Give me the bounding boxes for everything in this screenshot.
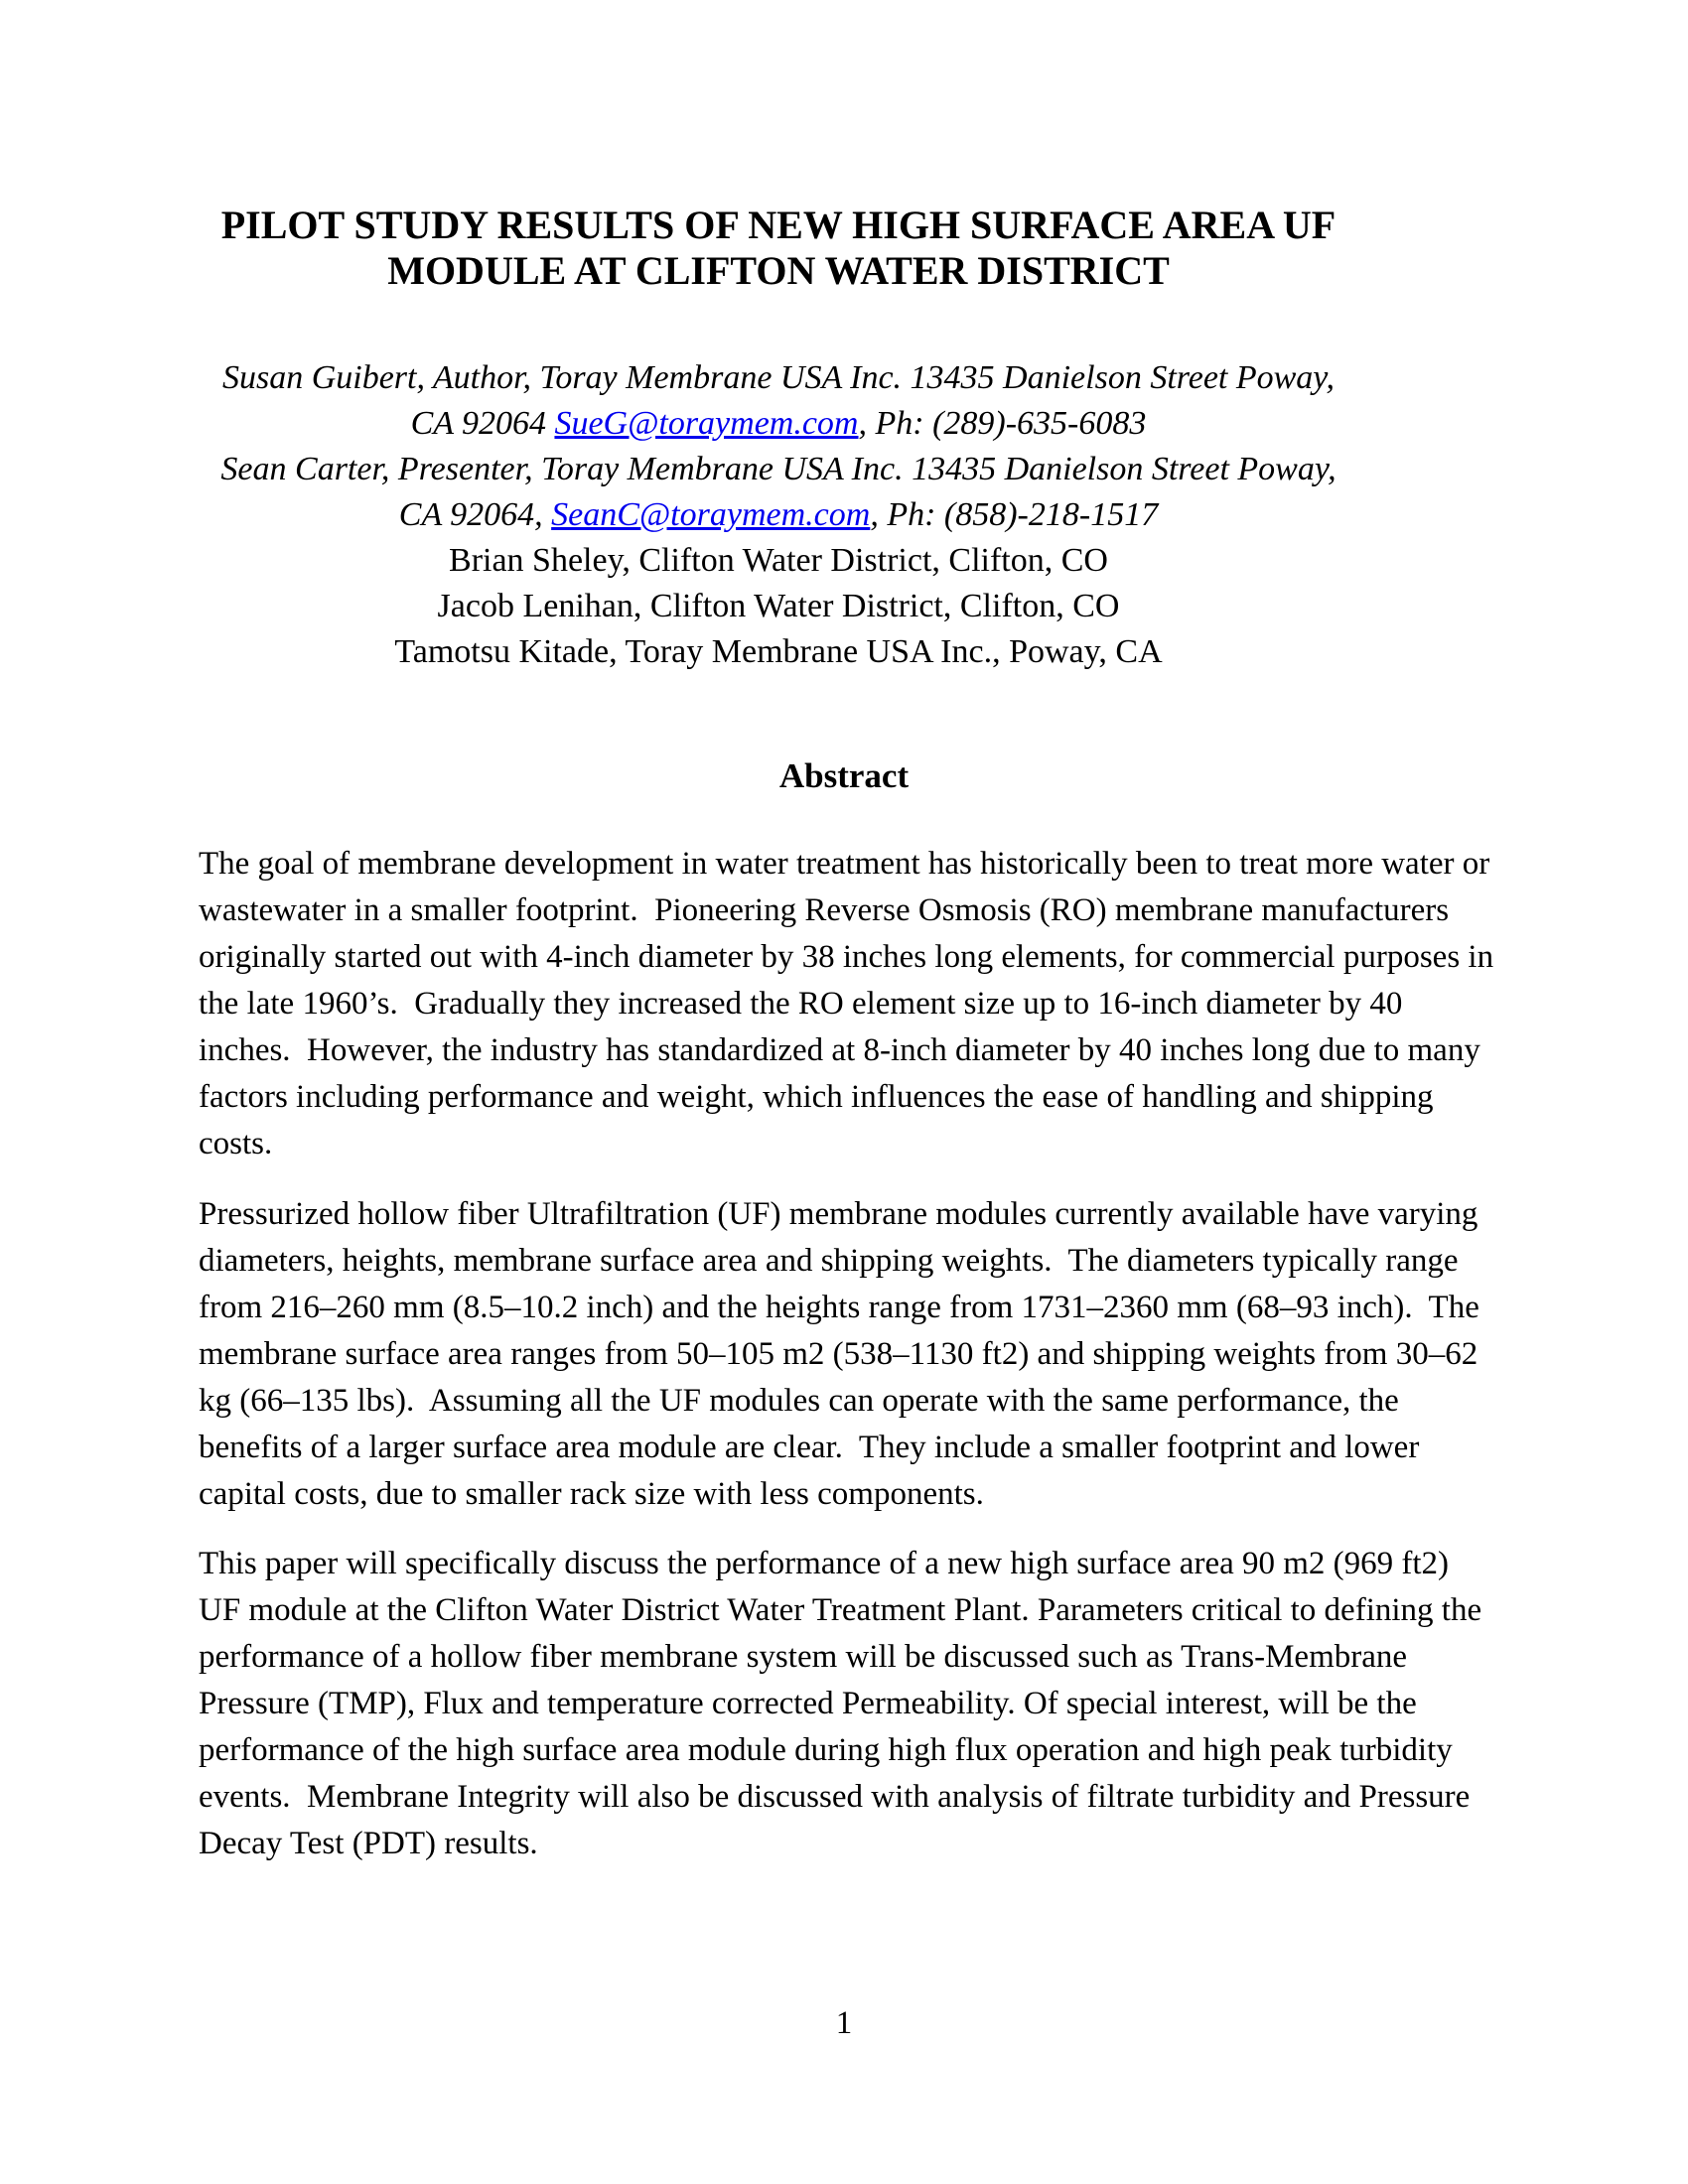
paper-title-line1: PILOT STUDY RESULTS OF NEW HIGH SURFACE AREA UF [220,203,1336,247]
paper-title [199,203,1358,294]
author-entry-tamotsu-kitade: Tamotsu Kitade, Toray Membrane USA Inc., Poway, CA [394,633,1163,670]
paper-title-line2: MODULE AT CLIFTON WATER DISTRICT [387,248,1170,293]
author-entry-brian-sheley: Brian Sheley, Clifton Water District, Clifton, CO [449,542,1108,579]
author-entry-jacob-lenihan: Jacob Lenihan, Clifton Water District, Clifton, CO [437,588,1120,624]
page-content [199,0,1502,2184]
abstract-paragraph-1: The goal of membrane development in water treatment has historically been to treat more water or wastewater in a smaller footprint. Pioneering Reverse Osmosis (RO) membrane manufacturers originally started out with 4-inch diameter by 38 inches long elements, for commercial purposes in the late 1960’s. Gradually they increased the RO element size up to 16-inch diameter by 40 inches. However, the industry has standardized at 8-inch diameter by 40 inches long due to many factors including performance and weight, which influences the ease of handling and shipping costs. [199,846,1502,1161]
abstract-paragraph-3: This paper will specifically discuss the performance of a new high surface area 90 m2 (969 ft2) UF module at the Clifton Water District Water Treatment Plant. Parameters critical to defining the performance of a hollow fiber membrane system will be discussed such as Trans-Membrane Pressure (TMP), Flux and temperature corrected Permeability. Of special interest, will be the performance of the high surface area module during high flux operation and high peak turbidity events. Membrane Integrity will also be discussed with analysis of filtrate turbidity and Pressure Decay Test (PDT) results. [199,1546,1490,1861]
author-block [199,355,1358,675]
author-sean-line2-post: , Ph: (858)-218-1517 [870,496,1159,533]
author-susan-line2-pre: CA 92064 [410,405,555,442]
author-susan-line1: Susan Guibert, Author, Toray Membrane USA Inc. 13435 Danielson Street Poway, [221,359,1336,396]
abstract-heading: Abstract [778,756,910,795]
author-entry-susan-guibert [199,355,1358,447]
page-number: 1 [835,2005,853,2041]
abstract-paragraph-2: Pressurized hollow fiber Ultrafiltration (UF) membrane modules currently available have varying diameters, heights, membrane surface area and shipping weights. The diameters typically range from 216–260 mm (8.5–10.2 inch) and the heights range from 1731–2360 mm (68–93 inch). The membrane surface area ranges from 50–105 m2 (538–1130 ft2) and shipping weights from 30–62 kg (66–135 lbs). Assuming all the UF modules can operate with the same performance, the benefits of a larger surface area module are clear. They include a smaller footprint and lower capital costs, due to smaller rack size with less components. [199,1196,1488,1512]
email-link-seanc[interactable]: SeanC@toraymem.com [551,496,871,533]
author-sean-line2-pre: CA 92064, [398,496,552,533]
email-link-sueg[interactable]: SueG@toraymem.com [554,405,859,442]
author-entry-sean-carter [199,447,1358,538]
author-susan-line2-post: , Ph: (289)-635-6083 [858,405,1147,442]
author-sean-line1: Sean Carter, Presenter, Toray Membrane USA Inc. 13435 Danielson Street Poway, [220,451,1336,487]
